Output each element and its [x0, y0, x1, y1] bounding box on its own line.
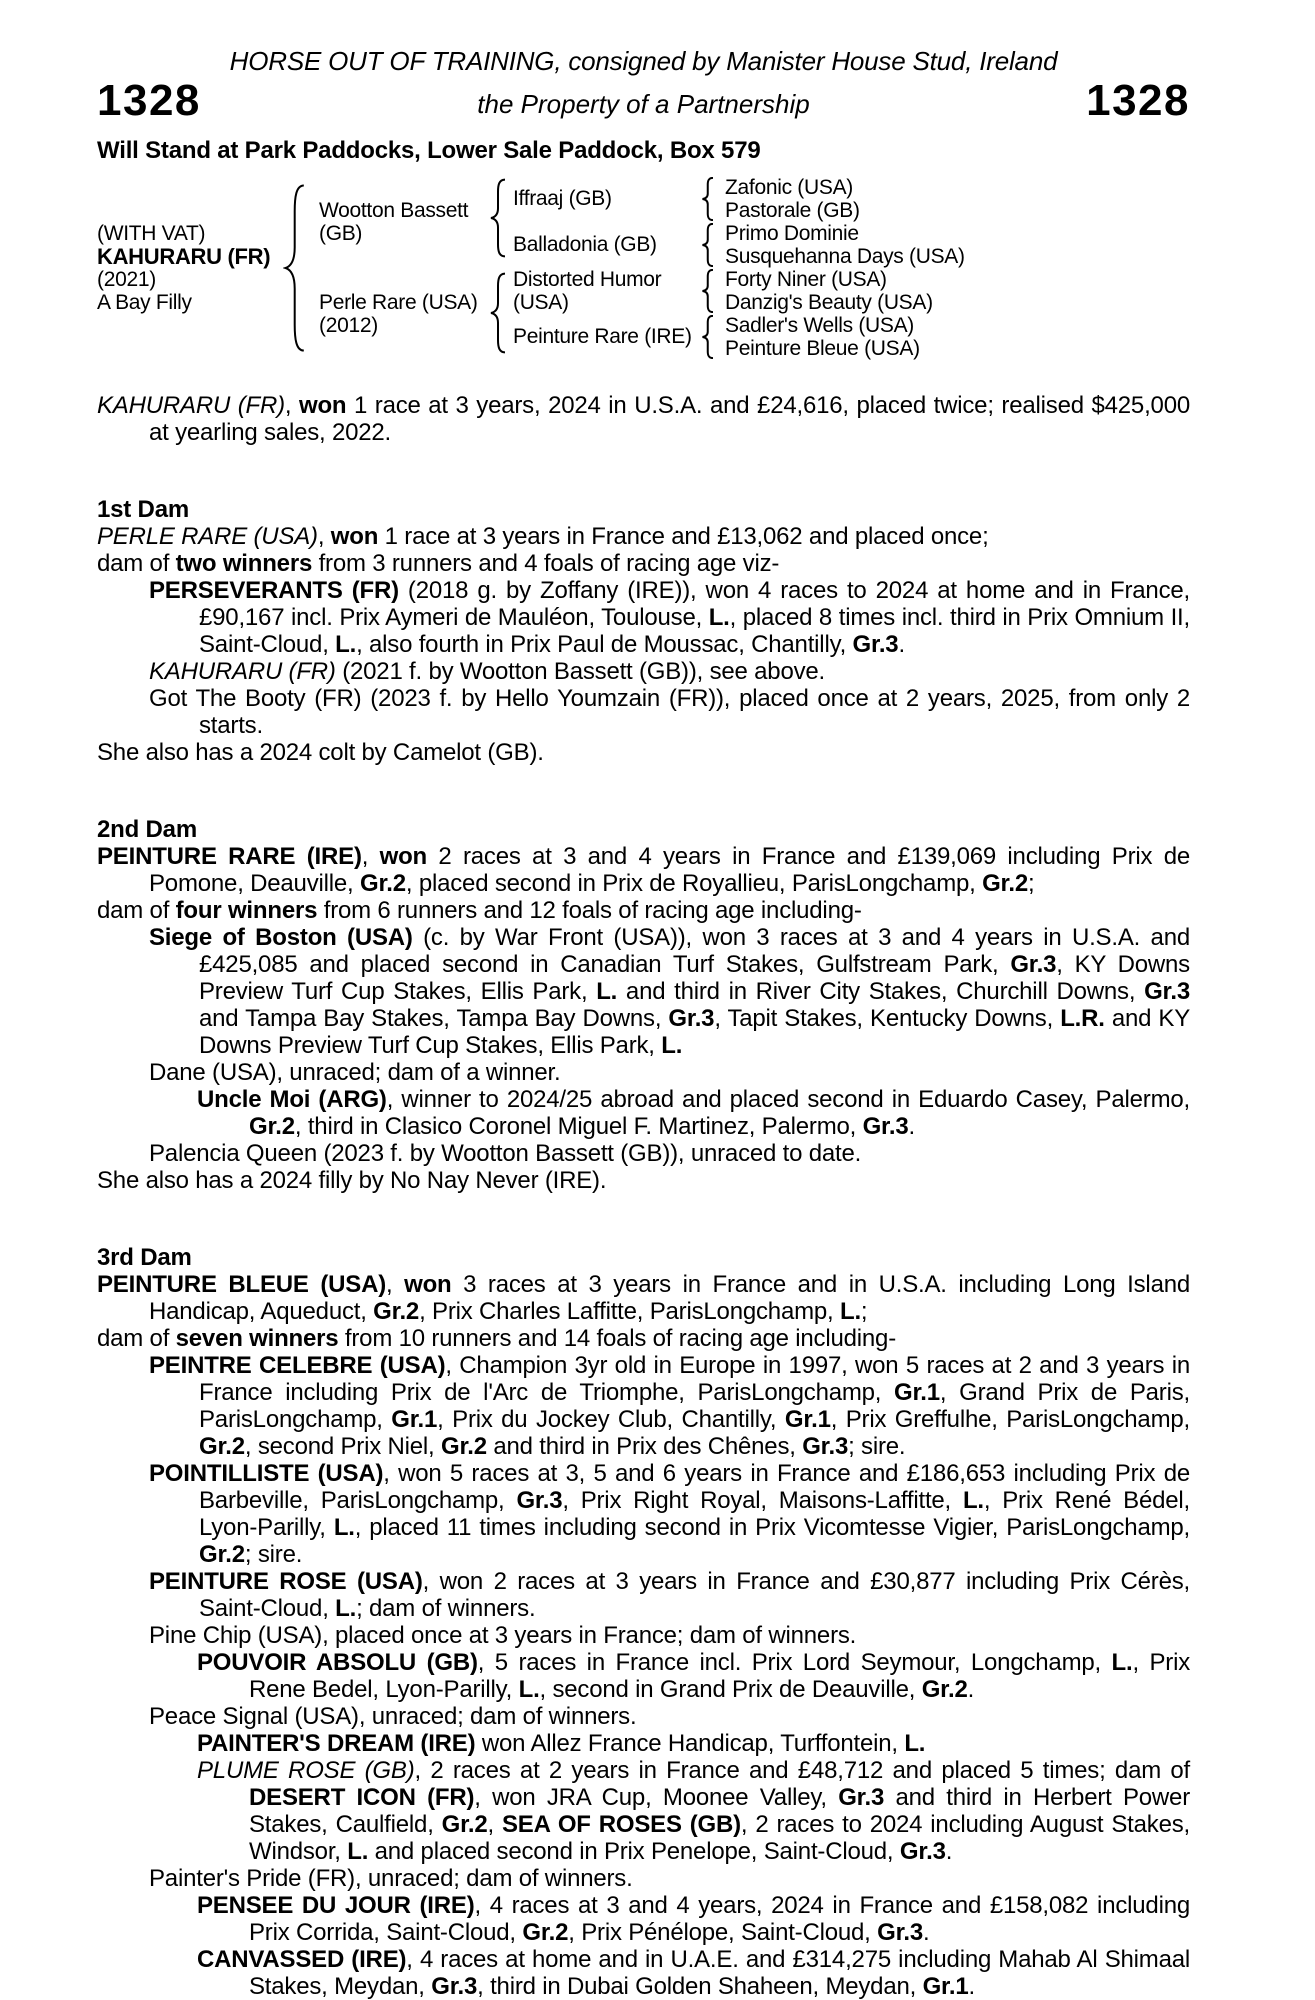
pedigree-paragraph: POINTILLISTE (USA), won 5 races at 3, 5 and 6 years in France and £186,653 including Prix de Barbeville, ParisLongchamp, Gr.3, Prix Right Royal, Maisons-Laffitte, L., Prix René Bédel, Lyon-Parilly, L., placed 11 times including second in Prix Vicomtesse Vigier, ParisLongchamp, Gr.2; sire. [149, 1460, 1191, 1568]
pedigree-paragraph: She also has a 2024 filly by No Nay Never (IRE). [97, 1167, 607, 1194]
pedigree-paragraph: PERLE RARE (USA), won 1 race at 3 years in France and £13,062 and placed once; [97, 523, 989, 550]
pedigree-paragraph: dam of four winners from 6 runners and 12 foals of racing age including- [97, 897, 862, 924]
pedigree-paragraph: PEINTURE RARE (IRE), won 2 races at 3 and 4 years in France and £139,069 including Prix de Pomone, Deauville, Gr.2, placed second in Prix de Royallieu, ParisLongchamp, Gr.2; [97, 843, 1190, 897]
gen4-name: Primo Dominie [725, 222, 859, 245]
gen4-name: Forty Niner (USA) [725, 268, 887, 291]
pedigree-paragraph: KAHURARU (FR) (2021 f. by Wootton Bassett (GB)), see above. [149, 658, 826, 685]
gen4-name: Danzig's Beauty (USA) [725, 291, 933, 314]
lot-number-left: 1328 [97, 76, 201, 125]
property-line: the Property of a Partnership [477, 89, 810, 119]
pedigree-paragraph: PAINTER'S DREAM (IRE) won Allez France Handicap, Turffontein, L. [197, 1730, 926, 1757]
gen4-name: Peinture Bleue (USA) [725, 337, 920, 360]
gen3-name: Balladonia (GB) [513, 233, 657, 256]
lot-number-right: 1328 [1086, 76, 1190, 125]
pedigree-paragraph: dam of two winners from 3 runners and 4 foals of racing age viz- [97, 550, 780, 577]
gen3-name: Iffraaj (GB) [513, 187, 612, 210]
pedigree-brace-pair [701, 177, 716, 221]
pedigree-table [97, 176, 1190, 368]
gen4-name: Pastorale (GB) [725, 199, 860, 222]
pedigree-brace-sire [489, 178, 509, 258]
pedigree-paragraph: PERSEVERANTS (FR) (2018 g. by Zoffany (IRE)), won 4 races to 2024 at home and in France, £90,167 incl. Prix Aymeri de Mauléon, Toulouse, L., placed 8 times incl. third in Prix Omnium II, Saint-Cloud, L., also fourth in Prix Paul de Moussac, Chantilly, Gr.3. [149, 577, 1190, 658]
pedigree-paragraph: Peace Signal (USA), unraced; dam of winners. [149, 1703, 637, 1730]
gen3-cell [513, 187, 612, 210]
gen4-pair [725, 314, 920, 360]
pedigree-paragraph: Got The Booty (FR) (2023 f. by Hello Youmzain (FR)), placed once at 2 years, 2025, from only 2 starts. [149, 685, 1190, 739]
subject-name: KAHURARU (FR) [97, 244, 271, 269]
subject-description: A Bay Filly [97, 291, 192, 314]
pedigree-brace-pair [701, 315, 716, 359]
pedigree-paragraph: Palencia Queen (2023 f. by Wootton Bassett (GB)), unraced to date. [149, 1140, 862, 1167]
gen3-cell [513, 325, 692, 348]
sire-cell [319, 199, 468, 245]
pedigree-brace-pair [701, 269, 716, 313]
gen4-name: Zafonic (USA) [725, 176, 853, 199]
gen4-pair [725, 176, 860, 222]
gen4-name: Susquehanna Days (USA) [725, 245, 965, 268]
body-text [97, 392, 1190, 2000]
gen3-cell [513, 233, 657, 256]
gen4-pair [725, 268, 933, 314]
pedigree-paragraph: Pine Chip (USA), placed once at 3 years in France; dam of winners. [149, 1622, 857, 1649]
pedigree-paragraph: Painter's Pride (FR), unraced; dam of winners. [149, 1865, 633, 1892]
gen3-cell [513, 268, 661, 314]
dam-heading: 2nd Dam [97, 816, 197, 843]
subject-year: (2021) [97, 268, 156, 291]
dam-heading: 3rd Dam [97, 1244, 192, 1271]
dam-heading: 1st Dam [97, 496, 189, 523]
pedigree-paragraph: PENSEE DU JOUR (IRE), 4 races at 3 and 4 years, 2024 in France and £158,082 including Prix Corrida, Saint-Cloud, Gr.2, Prix Pénélope, Saint-Cloud, Gr.3. [197, 1892, 1190, 1946]
pedigree-paragraph: PEINTRE CELEBRE (USA), Champion 3yr old in Europe in 1997, won 5 races at 2 and 3 years in France including Prix de l'Arc de Triomphe, ParisLongchamp, Gr.1, Grand Prix de Paris, ParisLongchamp, Gr.1, Prix du Jockey Club, Chantilly, Gr.1, Prix Greffulhe, ParisLongchamp, Gr.2, second Prix Niel, Gr.2 and third in Prix des Chênes, Gr.3; sire. [149, 1352, 1190, 1460]
pedigree-paragraph: KAHURARU (FR), won 1 race at 3 years, 2024 in U.S.A. and £24,616, placed twice; realised $425,000 at yearling sales, 2022. [97, 392, 1190, 446]
pedigree-paragraph: Uncle Moi (ARG), winner to 2024/25 abroad and placed second in Eduardo Casey, Palermo, Gr.2, third in Clasico Coronel Miguel F. Martinez, Palermo, Gr.3. [197, 1086, 1190, 1140]
pedigree-paragraph: PEINTURE ROSE (USA), won 2 races at 3 years in France and £30,877 including Prix Cérès, Saint-Cloud, L.; dam of winners. [149, 1568, 1191, 1622]
dam-suffix: (2012) [319, 314, 378, 337]
pedigree-paragraph: PLUME ROSE (GB), 2 races at 2 years in France and £48,712 and placed 5 times; dam of DESERT ICON (FR), won JRA Cup, Moonee Valley, Gr.3 and third in Herbert Power Stakes, Caulfield, Gr.2, SEA OF ROSES (GB), 2 races to 2024 including August Stakes, Windsor, L. and placed second in Prix Penelope, Saint-Cloud, Gr.3. [197, 1757, 1191, 1865]
pedigree-brace-pair [701, 223, 716, 267]
pedigree-paragraph: dam of seven winners from 10 runners and 14 foals of racing age including- [97, 1325, 896, 1352]
gen3-name: Peinture Rare (IRE) [513, 325, 692, 348]
pedigree-brace-main [283, 182, 309, 354]
consignor-line: HORSE OUT OF TRAINING, consigned by Manister House Stud, Ireland [229, 46, 1058, 76]
sire-name: Wootton Bassett [319, 199, 469, 222]
pedigree-brace-dam [489, 272, 509, 354]
pedigree-paragraph: CANVASSED (IRE), 4 races at home and in U.A.E. and £314,275 including Mahab Al Shimaal Stakes, Meydan, Gr.3, third in Dubai Golden Shaheen, Meydan, Gr.1. [197, 1946, 1190, 2000]
gen4-pair [725, 222, 965, 268]
gen4-name: Sadler's Wells (USA) [725, 314, 914, 337]
lot-row [97, 78, 1190, 130]
dam-cell [319, 291, 478, 337]
pedigree-subject [97, 222, 270, 314]
pedigree-paragraph: She also has a 2024 colt by Camelot (GB). [97, 739, 544, 766]
gen3-suffix: (USA) [513, 291, 569, 314]
stand-location-line: Will Stand at Park Paddocks, Lower Sale Paddock, Box 579 [97, 137, 761, 164]
gen3-name: Distorted Humor [513, 268, 662, 291]
pedigree-paragraph: Dane (USA), unraced; dam of a winner. [149, 1059, 561, 1086]
subject-vat: (WITH VAT) [97, 222, 206, 245]
pedigree-paragraph: POUVOIR ABSOLU (GB), 5 races in France incl. Prix Lord Seymour, Longchamp, L., Prix Rene Bedel, Lyon-Parilly, L., second in Grand Prix de Deauville, Gr.2. [197, 1649, 1191, 1703]
pedigree-paragraph: PEINTURE BLEUE (USA), won 3 races at 3 years in France and in U.S.A. including Long Island Handicap, Aqueduct, Gr.2, Prix Charles Laffitte, ParisLongchamp, L.; [97, 1271, 1191, 1325]
sire-suffix: (GB) [319, 222, 363, 245]
pedigree-paragraph: Siege of Boston (USA) (c. by War Front (USA)), won 3 races at 3 and 4 years in U.S.A. and £425,085 and placed second in Canadian Turf Stakes, Gulfstream Park, Gr.3, KY Downs Preview Turf Cup Stakes, Ellis Park, L. and third in River City Stakes, Churchill Downs, Gr.3 and Tampa Bay Stakes, Tampa Bay Downs, Gr.3, Tapit Stakes, Kentucky Downs, L.R. and KY Downs Preview Turf Cup Stakes, Ellis Park, L. [149, 924, 1190, 1059]
dam-name: Perle Rare (USA) [319, 291, 478, 314]
